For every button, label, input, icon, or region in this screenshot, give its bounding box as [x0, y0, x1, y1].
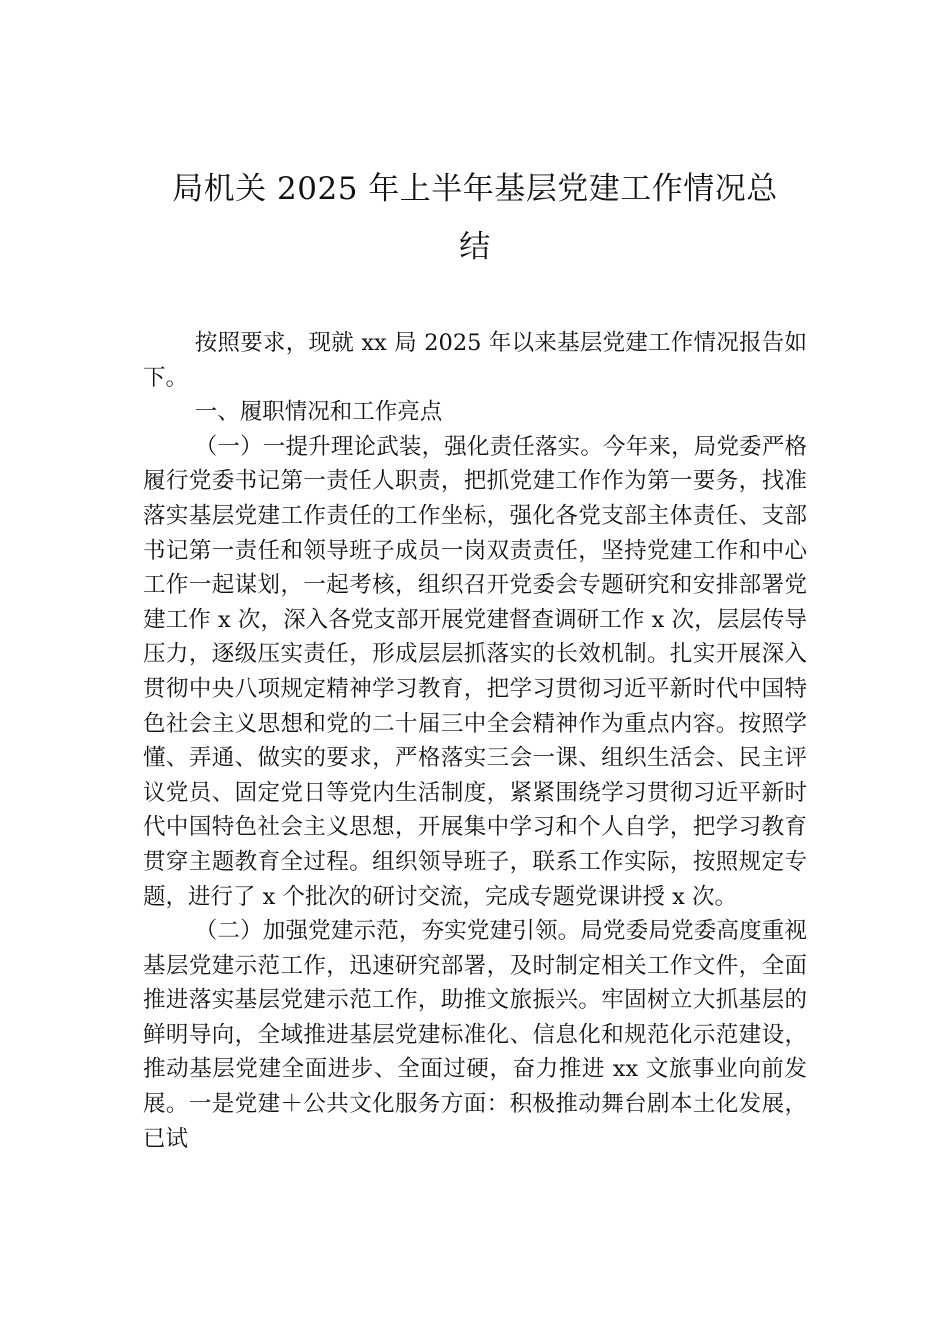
paragraph-1: （一）一提升理论武装，强化责任落实。今年来，局党委严格履行党委书记第一责任人职责，把抓党建工作作为第一要务，找准落实基层党建工作责任的工作坐标，强化各党支部主体责任、支部书记第一责任和领导班子成员一岗双责责任，坚持党建工作和中心工作一起谋划，一起考核，组织召开党委会专题研究和安排部署党建工作 x 次，深入各党支部开展党建督查调研工作 x 次，层层传导压力，逐级压实责任，形成层层抓落实的长效机制。扎实开展深入贯彻中央八项规定精神学习教育，把学习贯彻习近平新时代中国特色社会主义思想和党的二十届三中全会精神作为重点内容。按照学懂、弄通、做实的要求，严格落实三会一课、组织生活会、民主评议党员、固定党日等党内生活制度，紧紧围绕学习贯彻习近平新时代中国特色社会主义思想，开展集中学习和个人自学，把学习教育贯穿主题教育全过程。组织领导班子，联系工作实际，按照规定专题，进行了 x 个批次的研讨交流，完成专题党课讲授 x 次。 — [143, 433, 807, 910]
document-title — [140, 160, 810, 276]
title-line-2: 结 — [459, 229, 491, 265]
intro-paragraph: 按照要求，现就 xx 局 2025 年以来基层党建工作情况报告如下。 — [143, 330, 807, 391]
paragraph-2: （二）加强党建示范，夯实党建引领。局党委局党委高度重视基层党建示范工作，迅速研究部署，及时制定相关工作文件，全面推进落实基层党建示范工作，助推文旅振兴。牢固树立大抓基层的鲜明导向，全域推进基层党建标准化、信息化和规范化示范建设，推动基层党建全面进步、全面过硬，奋力推进 xx 文旅事业向前发展。一是党建＋公共文化服务方面：积极推动舞台剧本土化发展，已试 — [143, 918, 807, 1152]
section-heading: 一、履职情况和工作亮点 — [194, 399, 443, 426]
document-body — [143, 326, 807, 1156]
title-line-1: 局机关 2025 年上半年基层党建工作情况总 — [172, 171, 778, 207]
